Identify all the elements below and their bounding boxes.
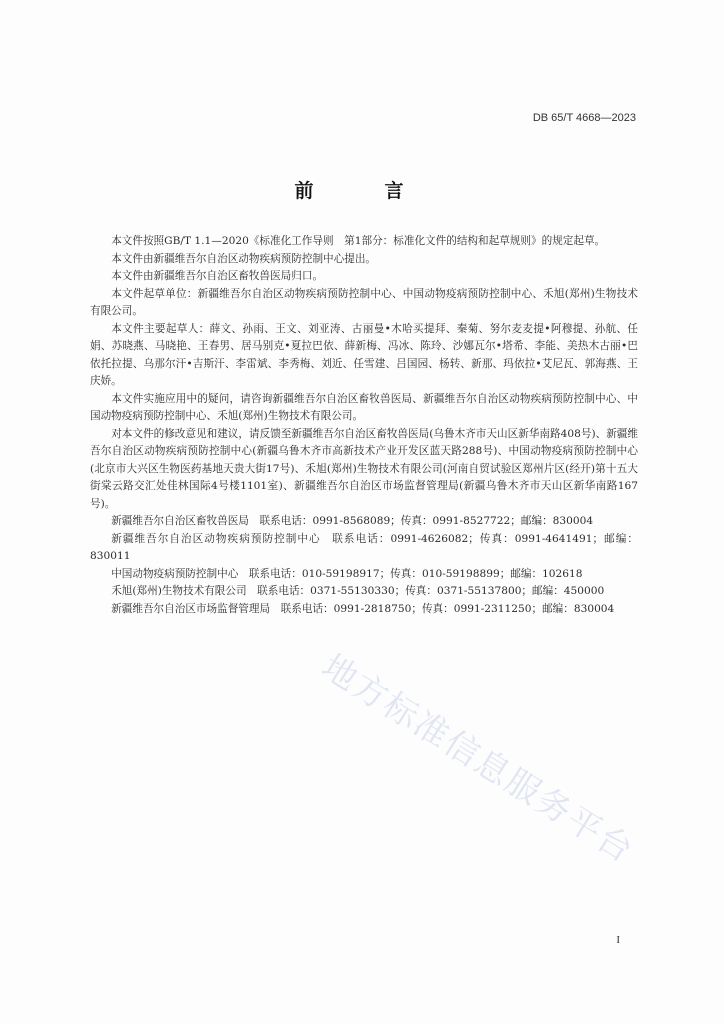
watermark-text: 地方标准信息服务平台 <box>314 646 642 872</box>
contact-row: 中国动物疫病预防控制中心 联系电话：010-59198917；传真：010-59198899；邮编：102618 <box>111 567 583 580</box>
paragraph-feedback: 对本文件的修改意见和建议，请反馈至新疆维吾尔自治区畜牧兽医局(乌鲁木齐市天山区新华南路408号)、新疆维吾尔自治区动物疾病预防控制中心(新疆乌鲁木齐市高新技术产业开发区蓝天路288号)、中国动物疫病预防控制中心(北京市大兴区生物医药基地天贵大街17号)、禾旭(郑州)生物技术有限公司(河南自贸试验区郑州片区(经开)第十五大街棠云路交汇处佳林国际4号楼1101室)、新疆维吾尔自治区市场监督管理局(新疆乌鲁木齐市天山区新华南路167号)。 <box>90 427 638 510</box>
paragraph-drafters: 本文件主要起草人：薛文、孙雨、王文、刘亚涛、古丽曼•木哈买提拜、秦菊、努尔麦麦提•阿穆提、孙航、任娟、苏晓燕、马晓艳、王春男、居马别克•夏拉巴依、薛新梅、冯冰、陈玲、沙娜瓦尔•塔希、李能、美热木古丽•巴依托拉提、乌那尔汗•吉斯汗、李雷斌、李秀梅、刘近、任雪建、吕国园、杨转、新那、玛依拉•艾尼瓦、郭海燕、王庆娇。 <box>90 322 638 387</box>
paragraph-drafting-rules: 本文件按照GB/T 1.1—2020《标准化工作导则 第1部分：标准化文件的结构和起草规则》的规定起草。 <box>111 235 606 247</box>
foreword-body <box>90 233 638 618</box>
contact-list <box>90 513 638 618</box>
contact-row: 新疆维吾尔自治区动物疾病预防控制中心 联系电话：0991-4626082；传真：0991-4641491；邮编：830011 <box>90 532 638 562</box>
paragraph-inquiries: 本文件实施应用中的疑问，请咨询新疆维吾尔自治区畜牧兽医局、新疆维吾尔自治区动物疾病预防控制中心、中国动物疫病预防控制中心、禾旭(郑州)生物技术有限公司。 <box>90 392 638 422</box>
section-title: 前 言 <box>294 180 430 202</box>
standard-code: DB 65/T 4668—2023 <box>532 112 636 124</box>
page-number: I <box>616 934 620 946</box>
contact-row: 新疆维吾尔自治区畜牧兽医局 联系电话：0991-8568089；传真：0991-8527722；邮编：830004 <box>111 515 594 527</box>
contact-row: 新疆维吾尔自治区市场监督管理局 联系电话：0991-2818750；传真：0991-2311250；邮编：830004 <box>111 602 615 615</box>
contact-row: 禾旭(郑州)生物技术有限公司 联系电话：0371-55130330；传真：0371-55137800；邮编：450000 <box>111 585 605 597</box>
paragraph-centralized-unit: 本文件由新疆维吾尔自治区畜牧兽医局归口。 <box>111 270 324 282</box>
paragraph-proposer: 本文件由新疆维吾尔自治区动物疾病预防控制中心提出。 <box>111 252 377 265</box>
paragraph-drafting-units: 本文件起草单位：新疆维吾尔自治区动物疾病预防控制中心、中国动物疫病预防控制中心、禾旭(郑州)生物技术有限公司。 <box>90 287 638 317</box>
